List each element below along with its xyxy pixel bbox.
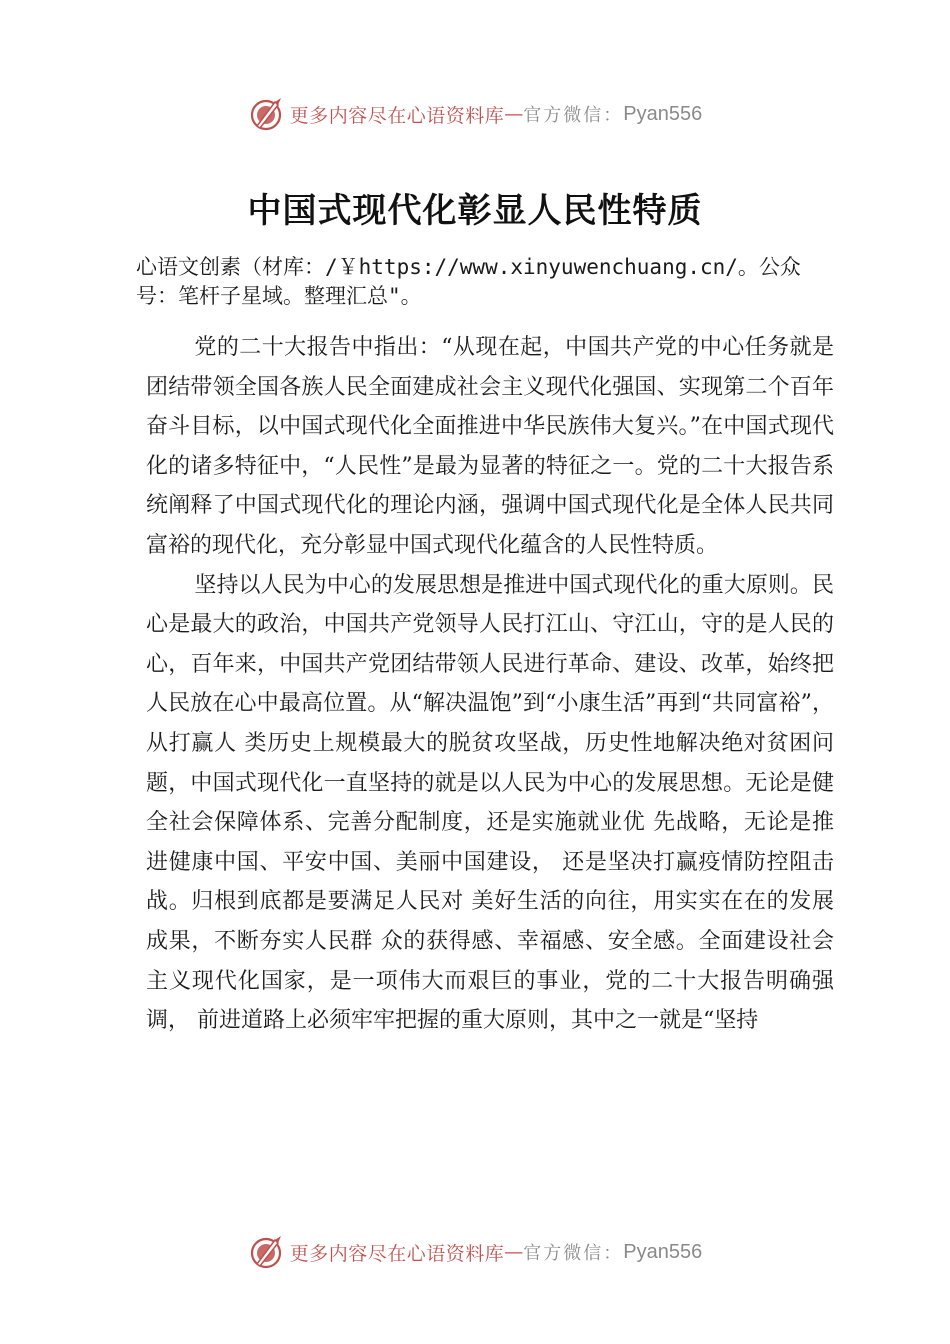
- banner-wechat-label: 官方微信：: [523, 105, 624, 126]
- footer-banner: [0, 1232, 950, 1272]
- body-paragraph: 党的二十大报告中指出：“从现在起，中国共产党的中心任务就是团结带领全国各族人民全面建成社会主义现代化强国、实现第二个百年奋斗目标，以中国式现代化全面推进中华民族伟大复兴。”在中国式现代化的诸多特征中，“人民性”是最为显著的特征之一。党的二十大报告系统阐释了中国式现代化的理论内涵，强调中国式现代化是全体人民共同富裕的现代化，充分彰显中国式现代化蕴含的人民性特质。: [146, 335, 834, 558]
- document-body: [146, 328, 834, 1041]
- banner-wechat-id: Pyan556: [623, 1240, 703, 1263]
- body-paragraph: 坚持以人民为中心的发展思想是推进中国式现代化的重大原则。民心是最大的政治，中国共产党领导人民打江山、守江山，守的是人民的心，百年来，中国共产党团结带领人民进行革命、建设、改革，始终把人民放在心中最高位置。从“解决温饱”到“小康生活”再到“共同富裕”，从打赢人 类历史上规模最大的脱贫攻坚战，历史性地解决绝对贫困问 题，中国式现代化一直坚持的就是以人民为中心的发展思想。无论是健全社会保障体系、完善分配制度，还是实施就业优 先战略，无论是推进健康中国、平安中国、美丽中国建设， 还是坚决打赢疫情防控阻击战。归根到底都是要满足人民对 美好生活的向往，用实实在在的发展成果，不断夯实人民群 众的获得感、幸福感、安全感。全面建设社会主义现代化国家，是一项伟大而艰巨的事业，党的二十大报告明确强调， 前进道路上必须牢牢把握的重大原则，其中之一就是“坚持: [146, 572, 834, 1034]
- banner-separator: —: [504, 103, 524, 125]
- header-banner: [0, 94, 950, 134]
- banner-wechat-id: Pyan556: [623, 102, 703, 125]
- banner-slogan: 更多内容尽在心语资料库: [289, 1242, 505, 1265]
- document-title: 中国式现代化彰显人民性特质: [247, 191, 703, 231]
- banner-wechat-label: 官方微信：: [523, 1243, 624, 1264]
- quill-pen-seal-icon: [248, 1234, 284, 1270]
- source-note: 心语文创素（材库：/￥https://www.xinyuwenchuang.cn/。公众号：笔杆子星域。整理汇总"。: [136, 255, 801, 308]
- quill-pen-seal-icon: [248, 96, 284, 132]
- banner-separator: —: [504, 1241, 524, 1263]
- banner-slogan: 更多内容尽在心语资料库: [289, 104, 505, 127]
